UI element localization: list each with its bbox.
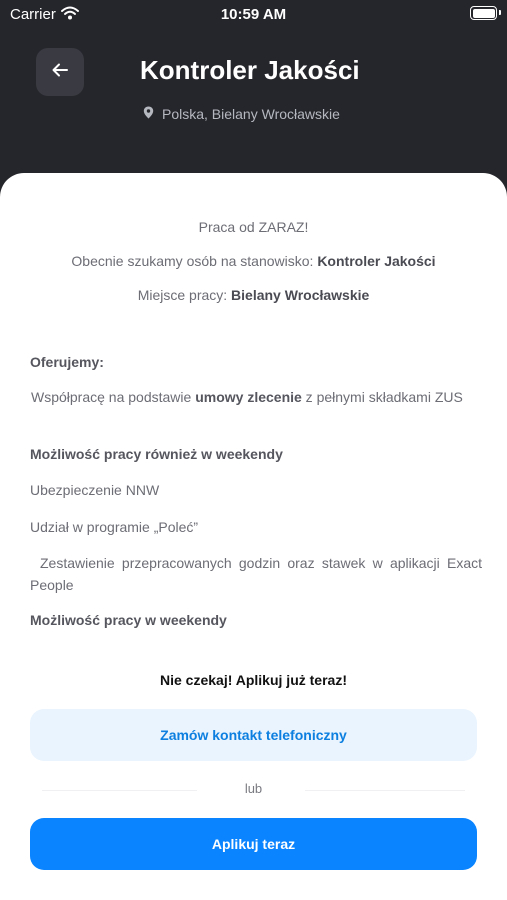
request-phone-contact-button[interactable]: Zamów kontakt telefoniczny [30, 709, 477, 761]
page-title: Kontroler Jakości [140, 55, 360, 85]
cta-text: Nie czekaj! Aplikuj już teraz! [160, 672, 347, 688]
content-fade [0, 640, 507, 666]
back-button[interactable] [36, 48, 84, 96]
or-divider [42, 781, 465, 799]
or-label: lub [244, 781, 263, 796]
divider-line-right [305, 790, 465, 791]
status-bar [0, 0, 507, 30]
battery-icon [470, 6, 497, 20]
carrier-label: Carrier [10, 6, 56, 23]
offer-item-1: Współpracę na podstawie umowy zlecenie z pełnymi składkami ZUS [31, 389, 463, 405]
intro-line-3: Miejsce pracy: Bielany Wrocławskie [137, 287, 370, 303]
apply-now-button[interactable]: Aplikuj teraz [30, 818, 477, 870]
location-row [143, 106, 340, 122]
offer-item-2: Możliwość pracy również w weekendy [30, 446, 283, 462]
intro-line-1: Praca od ZARAZ! [198, 219, 309, 235]
offer-heading: Oferujemy: [30, 354, 104, 370]
status-time: 10:59 AM [220, 6, 287, 23]
offer-item-5: Zestawienie przepracowanych godzin oraz stawek w aplikacji Exact People [30, 555, 482, 593]
location-pin-icon [143, 106, 154, 122]
intro-line-2: Obecnie szukamy osób na stanowisko: Kontroler Jakości [71, 253, 436, 269]
arrow-left-icon [52, 63, 68, 82]
offer-item-3: Ubezpieczenie NNW [30, 482, 160, 498]
offer-item-4: Udział w programie „Poleć” [30, 519, 199, 535]
location-text: Polska, Bielany Wrocławskie [162, 106, 340, 122]
offer-item-6: Możliwość pracy w weekendy [30, 612, 227, 628]
